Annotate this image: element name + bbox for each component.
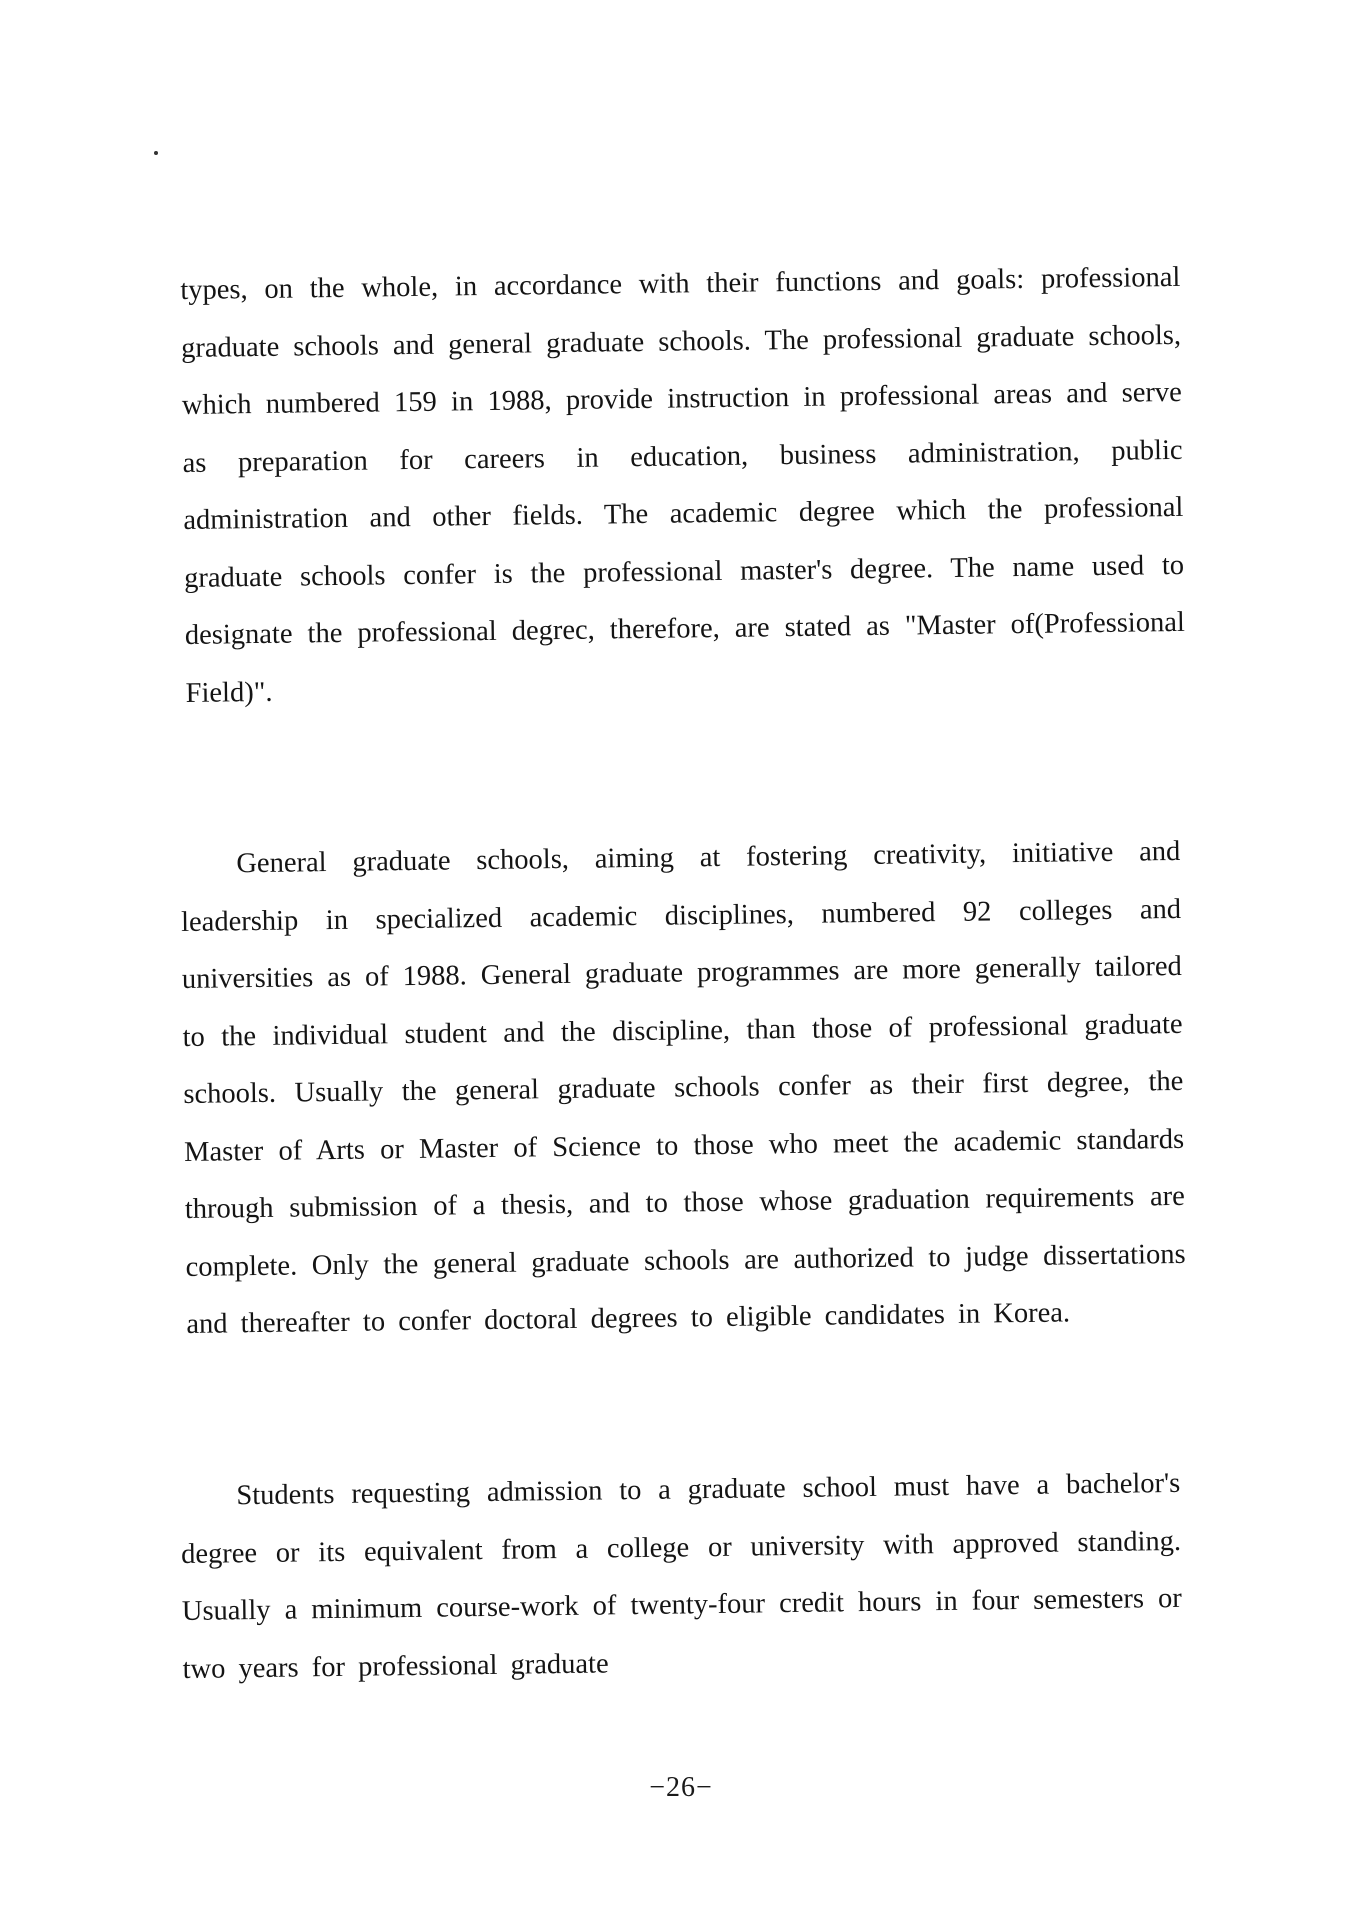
page-number: −26−	[649, 1772, 713, 1803]
body-paragraph-3: Students requesting admission to a graduate school must have a bachelor's degree or its equivalent from a college or university with approved standing. Usually a minimum course-work of twenty-four credit hours in four semesters or two years for professional graduate	[180, 1467, 1182, 1685]
paragraph-block-2	[180, 823, 1187, 1354]
scan-speck	[154, 151, 158, 155]
paragraph-block-3	[180, 1455, 1183, 1698]
body-paragraph-2: General graduate schools, aiming at fostering creativity, initiative and leadership in specialized academic disciplines, numbered 92 colleges and universities as of 1988. General graduate programmes are more generally tailored to the individual student and the discipline, than those of professional graduate schools. Usually the general graduate schools confer as their first degree, the Master of Arts or Master of Science to those who meet the academic standards through submission of a thesis, and to those whose graduation requirements are complete. Only the general graduate schools are authorized to judge dissertations and thereafter to confer doctoral degrees to eligible candidates in Korea.	[180, 835, 1186, 1340]
paragraph-block-1	[180, 249, 1186, 722]
body-paragraph-1: types, on the whole, in accordance with their functions and goals: professional graduate schools and general graduate schools. The professional graduate schools, which numbered 159 in 1988, provide instruction in professional areas and serve as preparation for careers in education, business administration, public administration and other fields. The academic degree which the professional graduate schools confer is the professional master's degree. The name used to designate the professional degrec, therefore, are stated as "Master of(Professional Field)".	[180, 261, 1186, 709]
